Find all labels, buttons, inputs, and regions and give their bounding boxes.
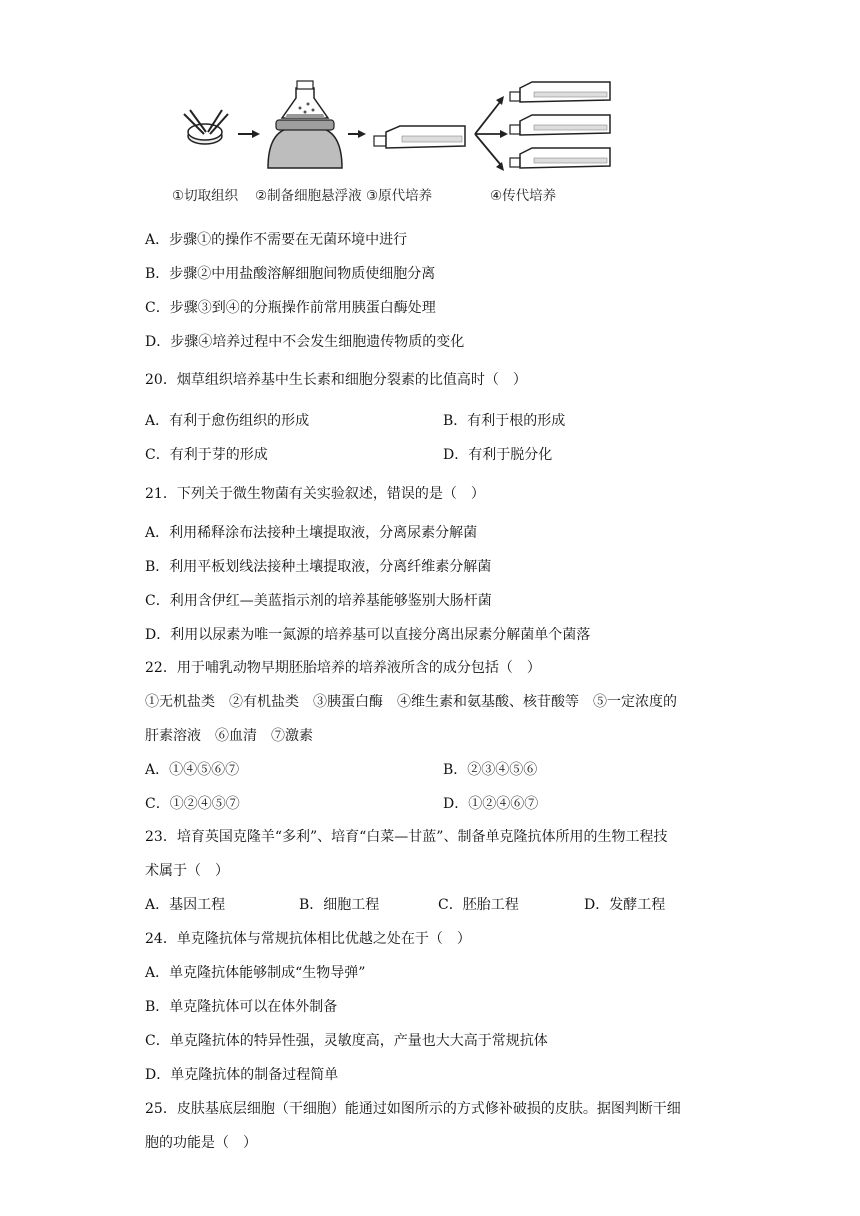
q22-option-a: A．①④⑤⑥⑦ xyxy=(145,762,240,778)
q20-option-d: D．有利于脱分化 xyxy=(443,447,553,463)
caption-step-1: ①切取组织 xyxy=(172,188,239,204)
q23-stem-cont: 术属于（ ） xyxy=(145,863,229,879)
q21-option-d: D．利用以尿素为唯一氮源的培养基可以直接分离出尿素分解菌单个菌落 xyxy=(145,627,591,643)
caption-step-2: ②制备细胞悬浮液 xyxy=(255,188,362,204)
q25-stem-cont: 胞的功能是（ ） xyxy=(145,1135,257,1151)
q22-component-list: ①无机盐类 ②有机盐类 ③胰蛋白酶 ④维生素和氨基酸、核苷酸等 ⑤一定浓度的 xyxy=(145,694,677,710)
q23-option-d: D．发酵工程 xyxy=(584,897,666,913)
q19-option-d: D．步骤④培养过程中不会发生细胞遗传物质的变化 xyxy=(145,334,465,350)
arrow-icon xyxy=(238,130,260,138)
q20-option-b: B．有利于根的形成 xyxy=(443,413,566,429)
q21-stem: 21．下列关于微生物菌有关实验叙述，错误的是（ ） xyxy=(145,486,485,502)
q24-option-c: C．单克隆抗体的特异性强，灵敏度高，产量也大大高于常规抗体 xyxy=(145,1033,548,1049)
q24-option-d: D．单克隆抗体的制备过程简单 xyxy=(145,1067,339,1083)
q22-option-d: D．①②④⑥⑦ xyxy=(443,796,539,812)
q22-component-list-cont: 肝素溶液 ⑥血清 ⑦激素 xyxy=(145,728,313,744)
q19-option-c: C．步骤③到④的分瓶操作前常用胰蛋白酶处理 xyxy=(145,300,436,316)
arrow-icon xyxy=(348,130,366,138)
subculture-flasks-icon xyxy=(510,82,610,168)
procedure-diagram xyxy=(160,70,620,185)
q23-option-b: B．细胞工程 xyxy=(299,897,380,913)
q24-stem: 24．单克隆抗体与常规抗体相比优越之处在于（ ） xyxy=(145,931,471,947)
q20-option-c: C．有利于芽的形成 xyxy=(145,447,268,463)
culture-flask-icon xyxy=(374,126,465,148)
caption-step-4: ④传代培养 xyxy=(490,188,557,204)
q23-stem: 23．培育英国克隆羊“多利”、培育“白菜—甘蓝”、制备单克隆抗体所用的生物工程技 xyxy=(145,829,668,845)
q25-stem: 25．皮肤基底层细胞（干细胞）能通过如图所示的方式修补破损的皮肤。据图判断干细 xyxy=(145,1101,681,1117)
q22-stem: 22．用于哺乳动物早期胚胎培养的培养液所含的成分包括（ ） xyxy=(145,660,541,676)
q21-option-b: B．利用平板划线法接种土壤提取液，分离纤维素分解菌 xyxy=(145,559,492,575)
q22-option-c: C．①②④⑤⑦ xyxy=(145,796,240,812)
q24-option-b: B．单克隆抗体可以在体外制备 xyxy=(145,999,338,1015)
q19-option-a: A．步骤①的操作不需要在无菌环境中进行 xyxy=(145,232,408,248)
q20-option-a: A．有利于愈伤组织的形成 xyxy=(145,413,310,429)
q21-option-a: A．利用稀释涂布法接种土壤提取液，分离尿素分解菌 xyxy=(145,525,478,541)
q19-option-b: B．步骤②中用盐酸溶解细胞间物质使细胞分离 xyxy=(145,266,436,282)
q23-option-a: A．基因工程 xyxy=(145,897,226,913)
q22-option-b: B．②③④⑤⑥ xyxy=(443,762,538,778)
q23-option-c: C．胚胎工程 xyxy=(438,897,519,913)
q20-stem: 20．烟草组织培养基中生长素和细胞分裂素的比值高时（ ） xyxy=(145,372,527,388)
q21-option-c: C．利用含伊红—美蓝指示剂的培养基能够鉴别大肠杆菌 xyxy=(145,593,492,609)
petri-dish-icon xyxy=(184,110,228,144)
flask-on-stirrer-icon xyxy=(268,81,342,168)
q24-option-a: A．单克隆抗体能够制成“生物导弹” xyxy=(145,965,366,981)
branch-arrows-icon xyxy=(475,96,508,171)
caption-step-3: ③原代培养 xyxy=(366,188,433,204)
